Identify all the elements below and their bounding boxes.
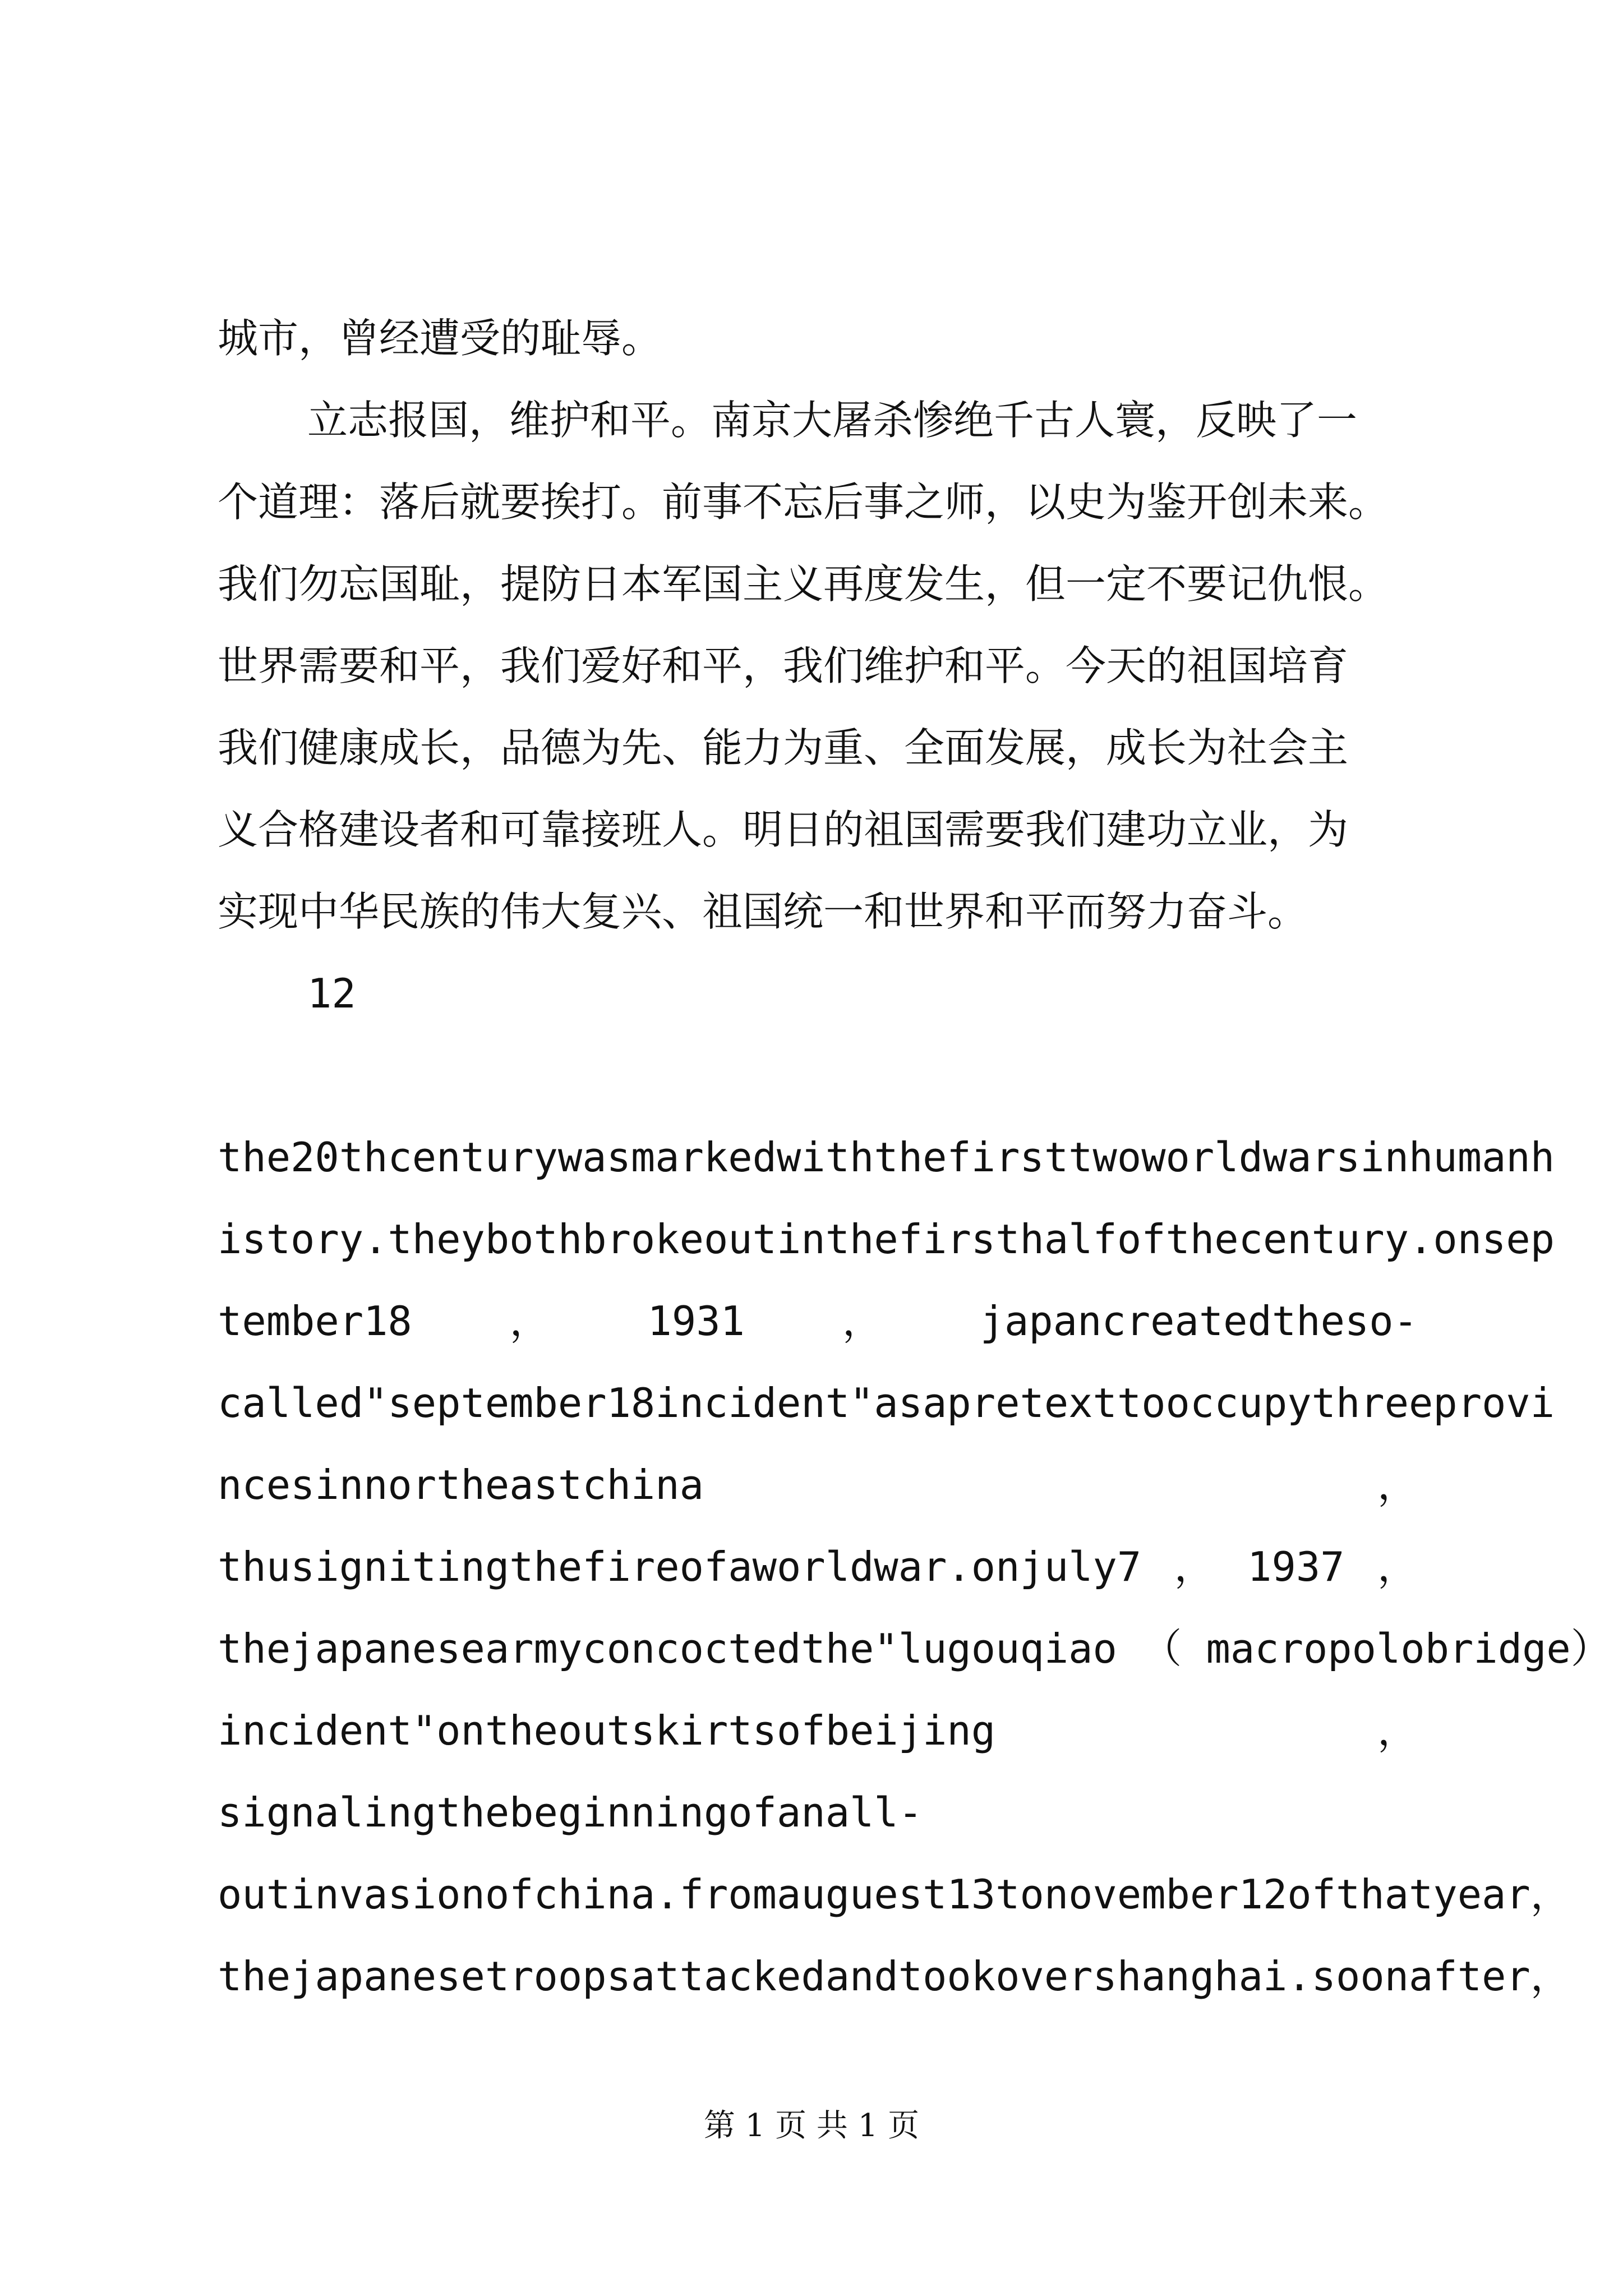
en-line-6-part-d: ， <box>1377 1543 1418 1590</box>
en-line-3-part-b: ， <box>509 1297 550 1345</box>
paragraph-number: 12 <box>307 970 356 1017</box>
cn-line-3: 个道理：落后就要挨打。前事不忘后事之师，以史为鉴开创未来。 <box>218 478 1389 526</box>
en-line-6-part-c: 1937 <box>1247 1543 1345 1590</box>
en-line-5-part-b: ， <box>1377 1461 1418 1508</box>
cn-line-5: 世界需要和平，我们爱好和平，我们维护和平。今天的祖国培育 <box>218 642 1349 689</box>
en-line-8-part-b: ， <box>1377 1707 1418 1754</box>
cn-line-4: 我们勿忘国耻，提防日本军国主义再度发生，但一定不要记仇恨。 <box>218 560 1389 608</box>
en-line-4: called"september18incident"asapretexttooccupythreeprovi <box>218 1379 1555 1427</box>
en-line-3 <box>218 1280 1418 1362</box>
page-footer: 第 1 页 共 1 页 <box>703 2108 920 2144</box>
en-line-3-part-c: 1931 <box>647 1297 745 1345</box>
cn-line-8: 实现中华民族的伟大复兴、祖国统一和世界和平而努力奋斗。 <box>218 888 1308 935</box>
en-line-3-part-e: japancreatedtheso- <box>980 1297 1418 1345</box>
cn-line-7: 义合格建设者和可靠接班人。明日的祖国需要我们建功立业，为 <box>218 806 1349 853</box>
en-line-10: outinvasionofchina.fromauguest13tonovember12ofthatyear， <box>218 1871 1571 1918</box>
en-line-9: signalingthebeginningofanall- <box>218 1789 923 1836</box>
cn-line-1: 城市，曾经遭受的耻辱。 <box>218 315 662 362</box>
en-line-5-part-a: ncesinnortheastchina <box>218 1461 704 1508</box>
en-line-8-part-a: incident"ontheoutskirtsofbeijing <box>218 1707 996 1754</box>
cn-line-2: 立志报国，维护和平。南京大屠杀惨绝千古人寰，反映了一 <box>307 397 1358 444</box>
en-line-2: istory.theybothbrokeoutinthefirsthalfofthecentury.onsep <box>218 1216 1555 1263</box>
en-line-1: the20thcenturywasmarkedwiththefirsttwoworldwarsinhumanh <box>218 1134 1555 1181</box>
en-line-8 <box>218 1690 1418 1772</box>
en-line-6-part-a: thusignitingthefireofaworldwar.onjuly7 <box>218 1543 1142 1590</box>
en-line-3-part-a: tember18 <box>218 1297 412 1345</box>
en-line-6-part-b: ， <box>1174 1543 1215 1590</box>
en-line-6 <box>218 1526 1418 1608</box>
en-line-3-part-d: ， <box>842 1297 883 1345</box>
en-line-11: thejapanesetroopsattackedandtookovershanghai.soonafter， <box>218 1953 1571 2000</box>
en-line-5 <box>218 1444 1418 1526</box>
cn-line-6: 我们健康成长，品德为先、能力为重、全面发展，成长为社会主 <box>218 724 1349 771</box>
en-line-7: thejapanesearmyconcoctedthe"lugouqiao （ macropolobridge） <box>218 1625 1611 1672</box>
